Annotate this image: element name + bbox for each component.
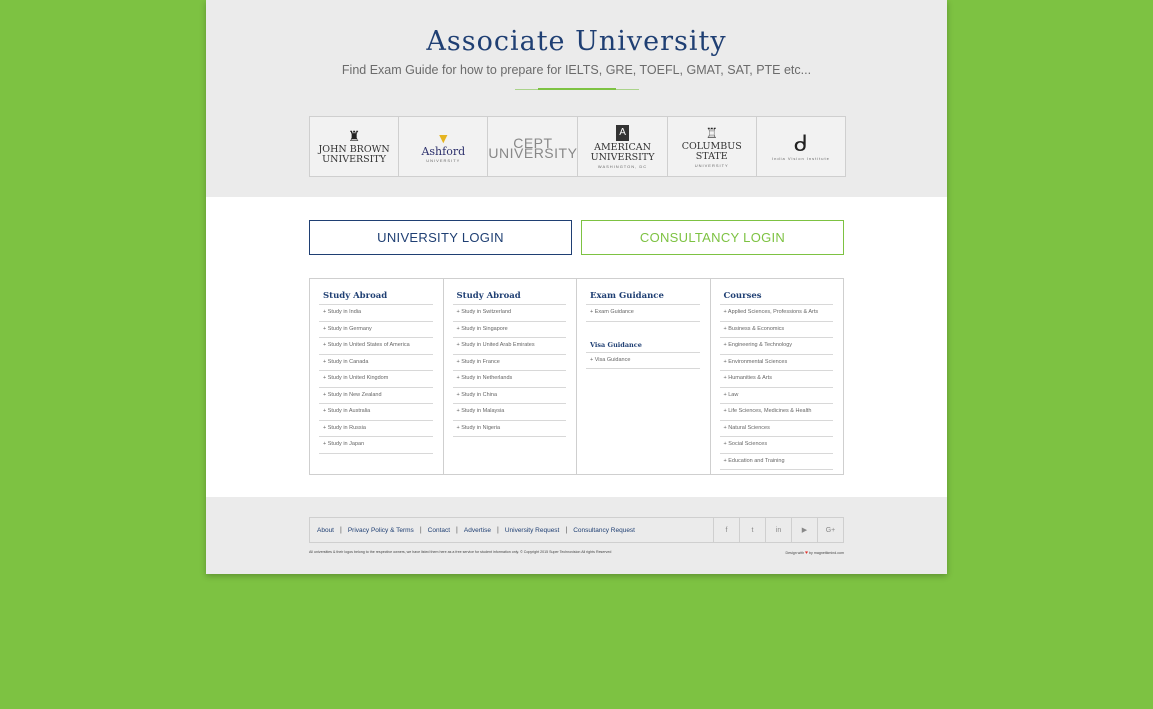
footer-bar bbox=[309, 517, 844, 543]
list-item[interactable]: + Natural Sciences bbox=[720, 421, 834, 438]
footer-link-privacy[interactable]: Privacy Policy & Terms bbox=[347, 526, 414, 534]
shield-icon: ♜ bbox=[347, 127, 361, 144]
column-title: Study Abroad bbox=[323, 291, 388, 301]
column-study-abroad-1 bbox=[310, 279, 444, 474]
hero-section bbox=[206, 0, 947, 197]
twitter-icon[interactable]: t bbox=[739, 518, 765, 542]
list-item[interactable]: + Study in France bbox=[453, 355, 567, 372]
footer-link-university-request[interactable]: University Request bbox=[504, 526, 560, 534]
list-item[interactable]: + Exam Guidance bbox=[586, 305, 700, 322]
list-item[interactable]: + Education and Training bbox=[720, 454, 834, 471]
consultancy-login-button[interactable]: CONSULTANCY LOGIN bbox=[581, 220, 844, 255]
list-item[interactable]: + Life Sciences, Medicines & Health bbox=[720, 404, 834, 421]
university-logo-strip bbox=[309, 116, 846, 177]
logo-label: AMERICAN UNIVERSITY bbox=[590, 141, 655, 163]
link-columns bbox=[309, 278, 844, 475]
list-item[interactable]: + Social Sciences bbox=[720, 437, 834, 454]
linkedin-icon[interactable]: in bbox=[765, 518, 791, 542]
list-item[interactable]: + Study in Russia bbox=[319, 421, 433, 438]
logo-label: COLUMBUS STATE bbox=[681, 140, 742, 162]
ivi-mark-icon: ᑯ bbox=[794, 130, 808, 156]
heart-icon: ♥ bbox=[805, 550, 809, 556]
column-title: Exam Guidance bbox=[590, 291, 664, 301]
logo-american-university[interactable] bbox=[578, 117, 667, 176]
list-item[interactable]: + Study in Switzerland bbox=[453, 305, 567, 322]
list-item[interactable]: + Study in India bbox=[319, 305, 433, 322]
university-login-button[interactable]: UNIVERSITY LOGIN bbox=[309, 220, 572, 255]
footer-link-consultancy-request[interactable]: Consultancy Request bbox=[573, 526, 635, 534]
logo-columbus-state-university[interactable] bbox=[668, 117, 757, 176]
column-courses bbox=[711, 279, 844, 474]
column-title: Study Abroad bbox=[456, 291, 521, 301]
copyright-text: All universities & their logos belong to the respective owners, we have listed them here as a free service for student information only. © Copyright 2015 Super Technovision All rights Reserved bbox=[309, 550, 612, 554]
list-item[interactable]: + Study in Malaysia bbox=[453, 404, 567, 421]
list-item[interactable]: + Study in United Arab Emirates bbox=[453, 338, 567, 355]
list-item[interactable]: + Study in Japan bbox=[319, 437, 433, 454]
logo-sublabel: UNIVERSITY bbox=[426, 157, 461, 163]
footer bbox=[206, 497, 947, 574]
logo-sublabel: WASHINGTON, DC bbox=[597, 163, 648, 169]
list-item[interactable]: + Study in Australia bbox=[319, 404, 433, 421]
logo-ashford-university[interactable] bbox=[399, 117, 488, 176]
logo-cept-university[interactable] bbox=[488, 117, 578, 176]
logo-india-vision-institute[interactable] bbox=[757, 117, 845, 176]
ashford-shield-icon: ▼ bbox=[436, 129, 451, 146]
footer-separator: | bbox=[340, 526, 342, 534]
google-plus-icon[interactable]: G+ bbox=[817, 518, 843, 542]
list-item[interactable]: + Visa Guidance bbox=[586, 353, 700, 370]
list-item[interactable]: + Study in China bbox=[453, 388, 567, 405]
list-item[interactable]: + Study in Canada bbox=[319, 355, 433, 372]
title-divider bbox=[515, 89, 639, 90]
logo-label: CEPT UNIVERSITY bbox=[488, 134, 578, 161]
youtube-icon[interactable]: ▶ bbox=[791, 518, 817, 542]
list-item[interactable]: + Study in New Zealand bbox=[319, 388, 433, 405]
list-item[interactable]: + Study in United Kingdom bbox=[319, 371, 433, 388]
list-item[interactable]: + Law bbox=[720, 388, 834, 405]
page-subtitle: Find Exam Guide for how to prepare for IELTS, GRE, TOEFL, GMAT, SAT, PTE etc... bbox=[341, 63, 812, 77]
footer-separator: | bbox=[565, 526, 568, 534]
link-list bbox=[586, 304, 700, 322]
footer-link-about[interactable]: About bbox=[317, 526, 334, 534]
list-item[interactable]: + Applied Sciences, Professions & Arts bbox=[720, 305, 834, 322]
list-item[interactable]: + Study in Germany bbox=[319, 322, 433, 339]
column-subtitle: Visa Guidance bbox=[590, 340, 642, 349]
title-divider-accent bbox=[538, 88, 616, 90]
page-title: Associate University bbox=[426, 26, 727, 57]
page-container bbox=[206, 0, 947, 574]
logo-sublabel: India Vision Institute bbox=[772, 155, 830, 161]
tower-icon: ♖ bbox=[705, 124, 718, 141]
list-item[interactable]: + Business & Economics bbox=[720, 322, 834, 339]
footer-separator: | bbox=[419, 526, 422, 534]
footer-separator: | bbox=[456, 526, 458, 534]
list-item[interactable]: + Study in Singapore bbox=[453, 322, 567, 339]
list-item[interactable]: + Study in Nigeria bbox=[453, 421, 567, 438]
design-credit-link[interactable]: by magnetikmind.com bbox=[809, 551, 844, 555]
footer-link-contact[interactable]: Contact bbox=[427, 526, 451, 534]
logo-sublabel: UNIVERSITY bbox=[694, 162, 729, 168]
column-guidance bbox=[577, 279, 711, 474]
list-item[interactable]: + Engineering & Technology bbox=[720, 338, 834, 355]
footer-links bbox=[310, 527, 713, 534]
list-item[interactable]: + Study in United States of America bbox=[319, 338, 433, 355]
link-list bbox=[586, 352, 700, 370]
list-item[interactable]: + Study in Netherlands bbox=[453, 371, 567, 388]
logo-label: JOHN BROWN UNIVERSITY bbox=[318, 143, 390, 165]
facebook-icon[interactable]: f bbox=[713, 518, 739, 542]
column-study-abroad-2 bbox=[444, 279, 578, 474]
design-credit bbox=[786, 550, 845, 556]
link-list bbox=[319, 304, 433, 454]
logo-john-brown-university[interactable] bbox=[310, 117, 399, 176]
footer-link-advertise[interactable]: Advertise bbox=[463, 526, 491, 534]
footer-separator: | bbox=[496, 526, 499, 534]
social-links bbox=[713, 518, 843, 542]
link-list bbox=[720, 304, 834, 470]
column-title: Courses bbox=[723, 291, 762, 301]
american-university-icon: A bbox=[616, 125, 629, 141]
link-list bbox=[453, 304, 567, 437]
logo-label: Ashford bbox=[421, 144, 466, 158]
design-credit-prefix: Design with bbox=[785, 551, 805, 555]
list-item[interactable]: + Environmental Sciences bbox=[720, 355, 834, 372]
list-item[interactable]: + Humanities & Arts bbox=[720, 371, 834, 388]
